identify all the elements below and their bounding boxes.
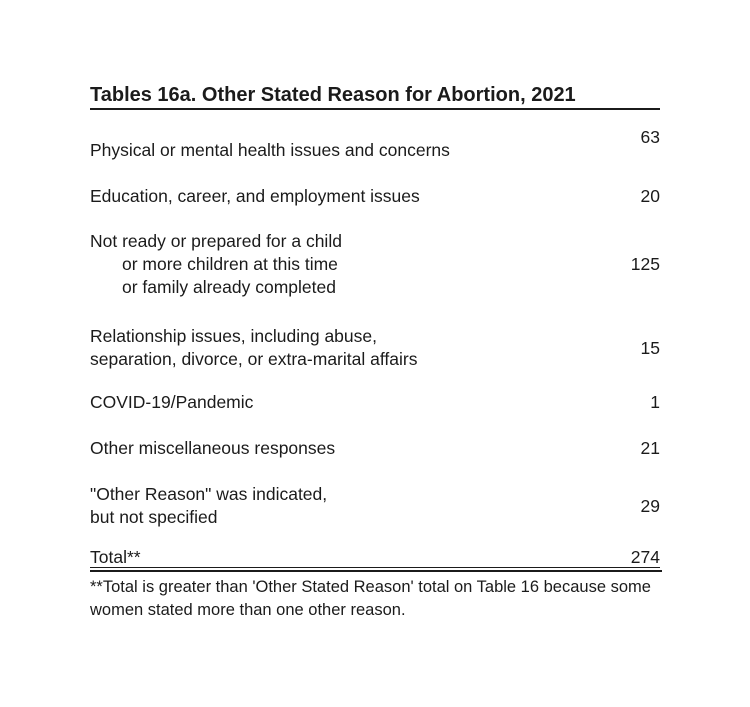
footnote: **Total is greater than 'Other Stated Reason' total on Table 16 because some women stated more than one other reason. [90,578,651,619]
row-label [90,483,590,529]
table-row [90,437,660,460]
total-label: Total** [90,547,141,567]
row-label-line: but not specified [90,507,218,527]
table-row [90,230,660,299]
row-label-line: or more children at this time [122,254,338,274]
row-value: 20 [640,186,660,206]
table-bottom-rule [90,570,662,572]
total-row [90,548,660,568]
row-label [90,325,590,371]
row-label-line: "Other Reason" was indicated, [90,484,328,504]
row-label [90,185,590,208]
table-row [90,126,660,162]
row-label-line: Other miscellaneous responses [90,438,336,458]
row-label-line: Education, career, and employment issues [90,186,420,206]
row-label-line: Relationship issues, including abuse, [90,326,377,346]
row-label [90,391,590,414]
table-row [90,325,660,371]
row-value: 29 [640,495,660,516]
page-title: Tables 16a. Other Stated Reason for Abortion, 2021 [90,84,660,110]
row-label-line: Not ready or prepared for a child [90,231,342,251]
table-row [90,391,660,414]
row-value: 63 [640,127,660,147]
row-value: 1 [650,392,660,412]
row-value: 21 [640,438,660,458]
row-label-line: or family already completed [122,277,336,297]
row-value: 125 [630,254,660,274]
table-16a [90,84,660,621]
table-row [90,185,660,208]
row-label-line: COVID-19/Pandemic [90,392,254,412]
row-label-line: Physical or mental health issues and concerns [90,140,450,160]
row-label-line: separation, divorce, or extra-marital affairs [90,349,418,369]
row-value: 15 [640,337,660,358]
table-row [90,483,660,529]
row-label [90,126,590,162]
row-label [90,230,590,299]
row-label [90,437,590,460]
total-value: 274 [630,547,660,567]
